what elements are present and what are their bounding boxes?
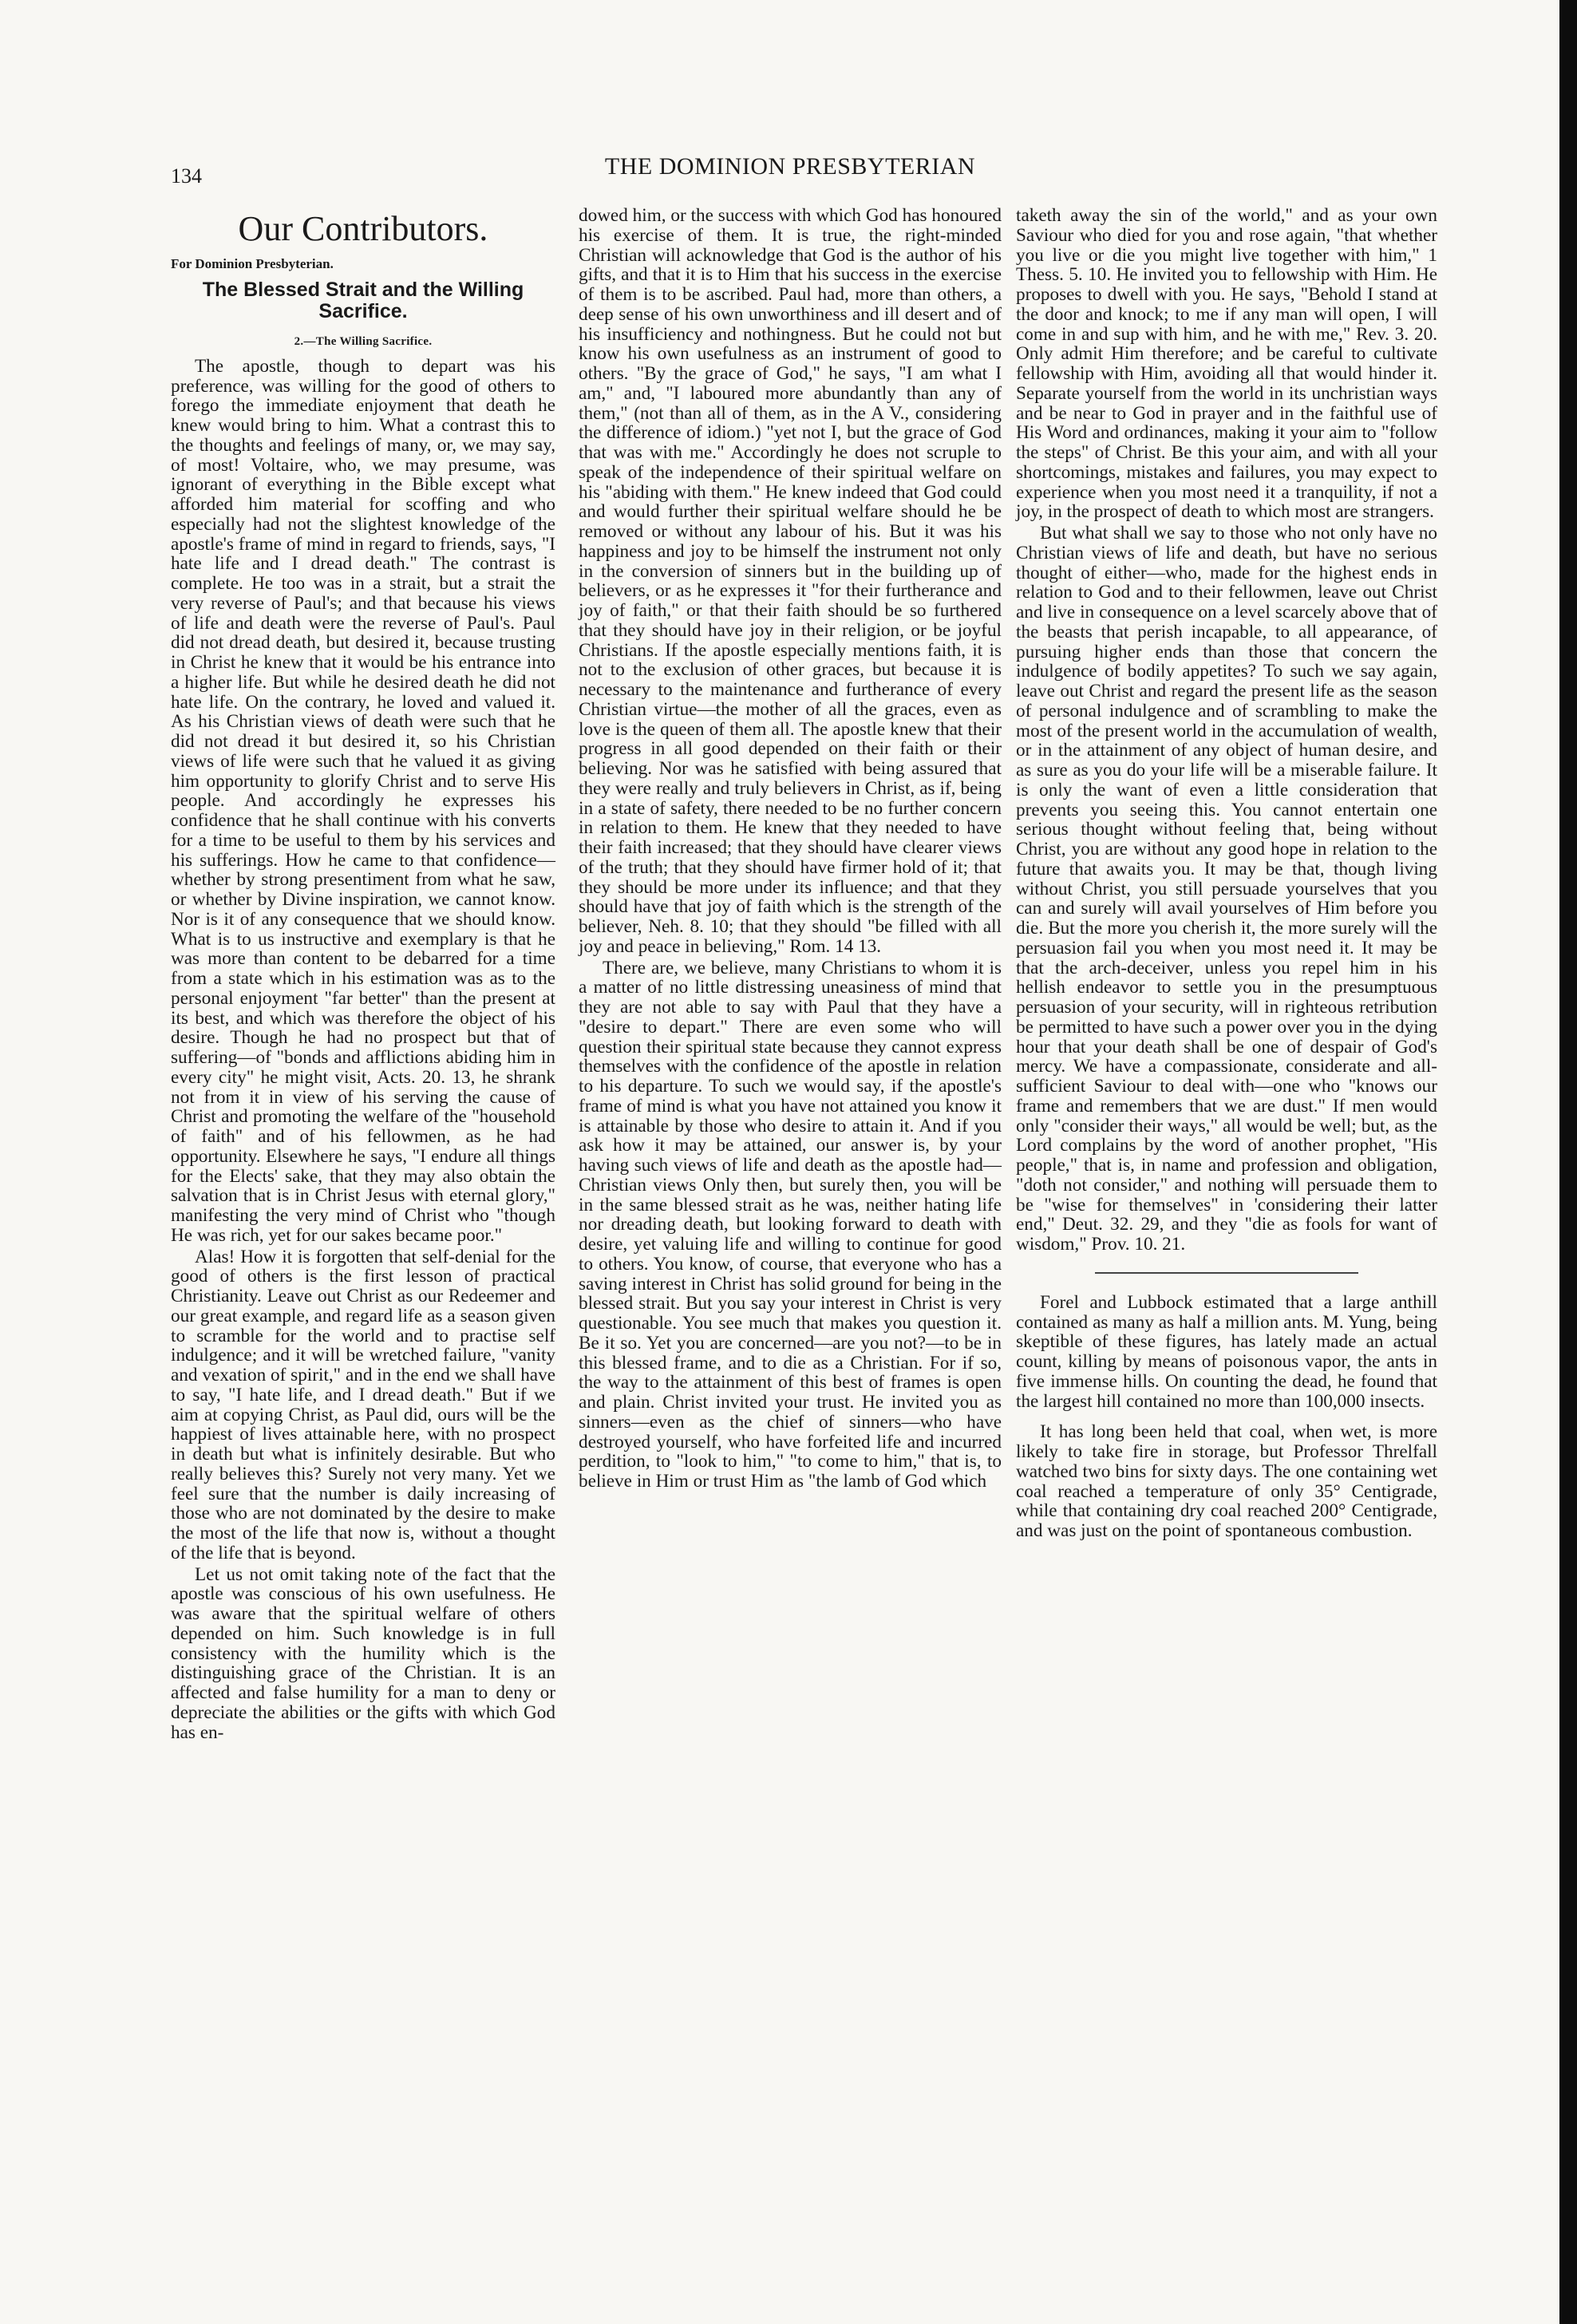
column-3 [1016, 206, 1437, 1541]
byline: For Dominion Presbyterian. [171, 256, 334, 271]
news-note: Forel and Lubbock estimated that a large anthill contained as many as half a million ants. M. Yung, being skeptible of these figures, has lately made an actual count, killing by means of poisonous vapor, the ants in five immense hills. On counting the dead, he found that the largest hill contained no more than 100,000 insects. [1016, 1291, 1437, 1412]
article-title: The Blessed Strait and the Willing Sacrifice. [202, 279, 524, 322]
article-subheading: 2.—The Willing Sacrifice. [294, 335, 433, 348]
paragraph: Let us not omit taking note of the fact that the apostle was conscious of his own usefulness. He was aware that the spiritual welfare of others depended on him. Such knowledge is in full consistency with the humility which is the distinguishing grace of the Christian. It is an affected and false humility for a man to deny or depreciate the abilities or the gifts with which God has en- [171, 1563, 555, 1743]
scan-edge-bar [1559, 0, 1577, 2324]
paragraph: Alas! How it is forgotten that self-denial for the good of others is the first lesson of practical Christianity. Leave out Christ as our Redeemer and our great example, and regard life as a season given to scramble for the world and to practise self indulgence; and it will be wretched failure, "vanity and vexation of spirit," and in the end we shall have to say, "I hate life, and I dread death." But if we aim at copying Christ, as Paul did, ours will be the happiest of lives attainable here, with no prospect in death but what is infinitely desirable. But who really believes this? Surely not very many. Yet we feel sure that the number is daily increasing of those who are not dominated by the desire to make the most of the life that now is, without a thought of the life that is beyond. [171, 1246, 555, 1563]
column-1 [171, 196, 555, 1742]
paragraph: The apostle, though to depart was his preference, was willing for the good of others to forego the immediate enjoyment that death he knew would bring to him. What a contrast this to the thoughts and feelings of many, or, we may say, of most! Voltaire, who, we may presume, was ignorant of everything in the Bible except what afforded him material for scoffing and who especially had not the slightest knowledge of the apostle's frame of mind in regard to friends, says, "I hate life and I dread death." The contrast is complete. He too was in a strait, but a strait the very reverse of Paul's; and that because his views of life and death were the reverse of Paul's. Paul did not dread death, but desired it, because trusting in Christ he knew that it would be his entrance into a higher life. But while he desired death he did not hate life. On the contrary, he loved and valued it. As his Christian views of death were such that he did not dread it but desired it, so his Christian views of life were such that he valued it as giving him opportunity to glorify Christ and to serve His people. And accordingly he expresses his confidence that he shall continue with his converts for a time to be useful to them by his services and his sufferings. How he came to that confidence—whether by strong presentiment from what he saw, or whether by Divine inspiration, we cannot know. Nor is it of any consequence that we should know. What is to us instructive and exemplary is that he was more than content to be debarred for a time from a state which in his estimation was as to the personal enjoyment "far better" than the present at its best, and which was therefore the object of his desire. Though he had no prospect but that of suffering—of "bonds and afflictions abiding him in every city" he might visit, Acts. 20. 13, he shrank not from it in view of his serving the cause of Christ and promoting the welfare of the "household of faith" and of his fellowmen, as he had opportunity. Elsewhere he says, "I endure all things for the Elects' sake, that they may also obtain the salvation that is in Christ Jesus with eternal glory," manifesting the very mind of Christ who "though He was rich, yet for our sakes became poor." [171, 355, 555, 1246]
section-title: Our Contributors. [238, 209, 488, 248]
column-2 [579, 206, 1002, 1492]
paragraph: There are, we believe, many Christians to whom it is a matter of no little distressing uneasiness of mind that they are not able to say with Paul that they have a "desire to depart." There are even some who will question their spiritual state because they cannot express themselves with the confidence of the apostle in relation to his departure. To such we would say, if the apostle's frame of mind is what you have not attained you know it is attainable by those who desire to attain it. And if you ask how it may be attained, our answer is, by your having such views of life and death as the apostle had—Christian views Only then, but surely then, you will be in the same blessed strait as he was, neither hating life nor dreading death, but looking forward to death with desire, yet valuing life and willing to continue for good to others. You know, of course, that everyone who has a saving interest in Christ has solid ground for being in the blessed strait. But you say your interest in Christ is very questionable. You see much that makes you question it. Be it so. Yet you are concerned—are you not?—to be in this blessed frame, and to die as a Christian. For if so, the way to the attainment of this best of frames is open and plain. Christ invited your trust. He invited you as sinners—even as the chief of sinners—who have destroyed yourself, who have forfeited life and incurred perdition, to "look to him," "to come to him," that is, to believe in Him or trust Him as "the lamb of God which [579, 957, 1002, 1492]
paragraph: taketh away the sin of the world," and as your own Saviour who died for you and rose again, "that whether you live or die you might live together with him," 1 Thess. 5. 10. He invited you to fellowship with Him. He proposes to dwell with you. He says, "Behold I stand at the door and knock; to me if any man will open, I will come in and sup with him, and he with me," Rev. 3. 20. Only admit Him therefore; and be careful to cultivate fellowship with Him, avoiding all that would hinder it. Separate yourself from the world in its unchristian ways and be near to God in prayer and in the faithful use of His Word and ordinances, making it your aim to "follow the steps" of Christ. Be this your aim, and with all your shortcomings, mistakes and failures, you may expect to experience when you most need it a tranquility, if not a joy, in the prospect of death to which most are strangers. [1016, 205, 1437, 523]
paragraph: dowed him, or the success with which God has honoured his exercise of them. It is true, the right-minded Christian will acknowledge that God is the author of his gifts, and that it is to Him that his success in the exercise of them is to be ascribed. Paul had, more than others, a deep sense of his own unworthiness and ill desert and of his insufficiency and nothingness. But he could not but know his own usefulness as an instrument of good to others. "By the grace of God," he says, "I am what I am," and, "I laboured more abundantly than any of them," (not than all of them, as in the A V., considering the difference of idiom.) "yet not I, but the grace of God that was with me." Accordingly he does not scruple to speak of the independence of their spiritual welfare on his "abiding with them." He knew indeed that God could and would further their spiritual welfare should he be removed or without any labour of his. But it was his happiness and joy to be himself the instrument not only in the conversion of sinners but in the building up of believers, or as he expresses it "for their furtherance and joy of faith," or that their faith should be so furthered that they should have joy in their religion, or be joyful Christians. If the apostle especially mentions faith, it is not to the exclusion of other graces, but because it is necessary to the maintenance and furtherance of every Christian virtue—the mother of all the graces, even as love is the queen of them all. The apostle knew that their progress in all good depended on their faith or their believing. Nor was he satisfied with being assured that they were really and truly believers in Christ, as if, being in a state of safety, there needed to be no further concern in relation to them. He knew that they needed to have their faith increased; that they should have clearer views of the truth; that they should have firmer hold of it; that they should be more under its influence; and that they should have that joy of faith which is the strength of the believer, Neh. 8. 10; that they should "be filled with all joy and peace in believing," Rom. 14 13. [579, 205, 1002, 957]
page-number: 134 [171, 164, 202, 188]
news-note: It has long been held that coal, when wet, is more likely to take fire in storage, but Professor Threlfall watched two bins for sixty days. The one containing wet coal reached a temperature of only 35° Centigrade, while that containing dry coal reached 200° Centigrade, and was just on the point of spontaneous combustion. [1016, 1421, 1437, 1541]
divider-rule [1095, 1272, 1358, 1274]
masthead: THE DOMINION PRESBYTERIAN [604, 153, 976, 180]
paragraph: But what shall we say to those who not only have no Christian views of life and death, but have no serious thought of either—who, made for the highest ends in relation to God and to their fellowmen, leave out Christ and live in consequence on a level scarcely above that of the beasts that perish incapable, to all appearance, of pursuing higher ends than those that concern the indulgence of bodily appetites? To such we say again, leave out Christ and regard the present life as the season of personal indulgence and of scrambling to make the most of the present world in the accumulation of wealth, or in the attainment of any object of human desire, and as sure as you do your life will be a miserable failure. It is only the want of even a little consideration that prevents you seeing this. You cannot entertain one serious thought without feeling that, being without Christ, you are without any good hope in relation to the future that awaits you. It may be that, though living without Christ, you still persuade yourselves that you can and surely will avail yourselves of Him before you die. But the more you cherish it, the more surely will the persuasion fail you when you most need it. It may be that the arch-deceiver, unless you repel him in his hellish endeavor to settle you in the presumptuous persuasion of your security, will in righteous retribution be permitted to have such a power over you in the dying hour that your death shall be one of despair of God's mercy. We have a compassionate, considerate and all-sufficient Saviour to deal with—one who "knows our frame and remembers that we are dust." If men would only "consider their ways," all would be well; but, as the Lord complains by the word of another prophet, "His people," that is, in name and profession and obligation, "doth not consider," and nothing will persuade them to be "wise for themselves" in 'considering their latter end," Deut. 32. 29, and they "die as fools for want of wisdom," Prov. 10. 21. [1016, 523, 1437, 1255]
